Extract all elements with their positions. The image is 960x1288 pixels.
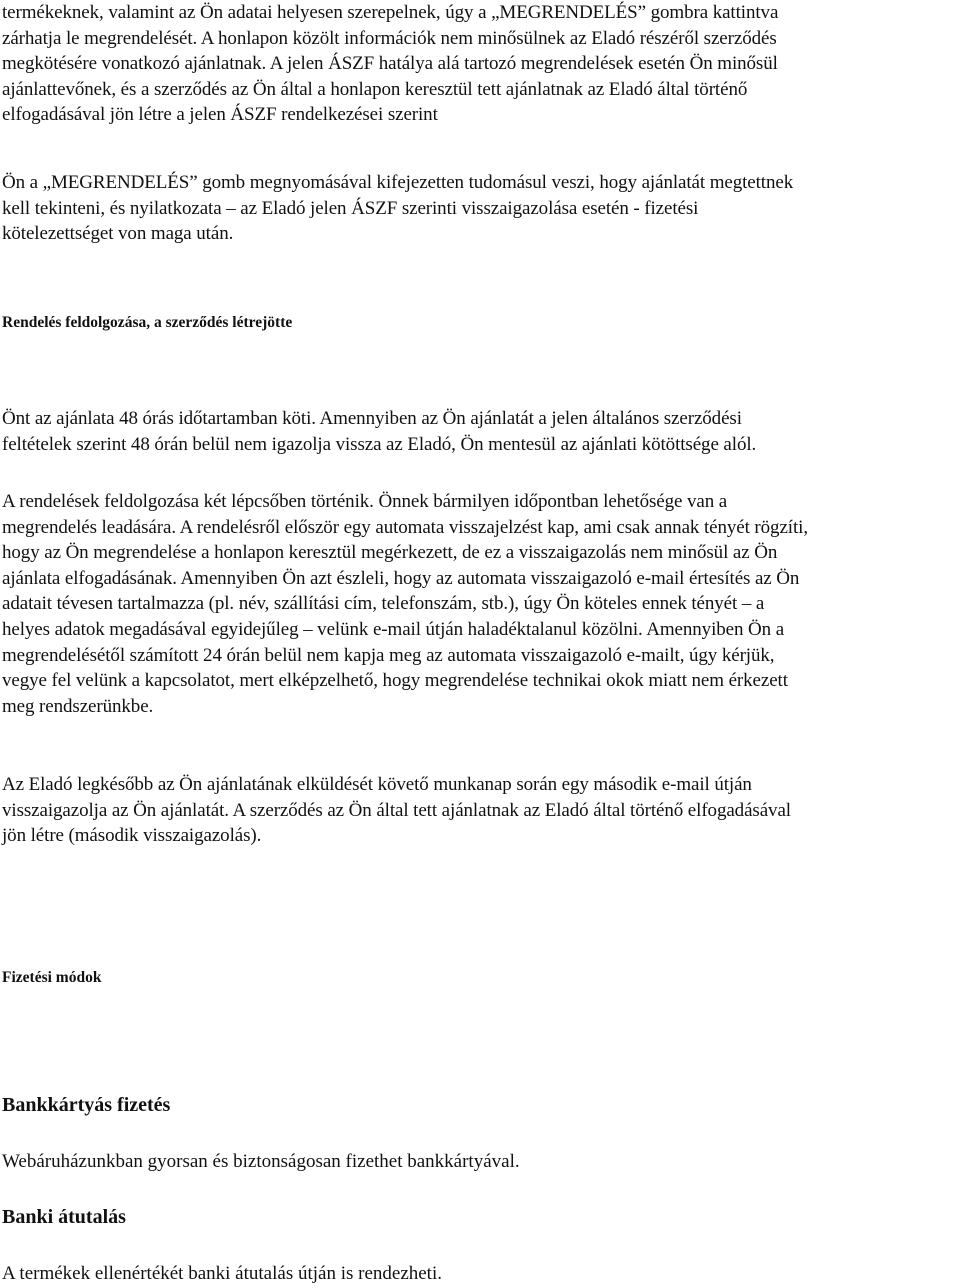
section-heading-payment: Fizetési módok	[2, 969, 102, 986]
text-line: kell tekinteni, és nyilatkozata – az Eladó jelen ÁSZF szerinti visszaigazolása esetén - fizetési	[2, 197, 699, 219]
order-button-paragraph	[2, 170, 954, 247]
text-line: hogy az Ön megrendelése a honlapon keresztül megérkezett, de ez a visszaigazolás nem minősül az Ön	[2, 542, 778, 564]
text-line: feltételek szerint 48 órán belül nem igazolja vissza az Eladó, Ön mentesül az ajánlati kötöttsége alól.	[2, 433, 757, 455]
text-line: megrendelés leadására. A rendelésről először egy automata visszajelzést kap, ami csak annak tényét rögzíti,	[2, 516, 808, 538]
text-line: Ön a „MEGRENDELÉS” gomb megnyomásával kifejezetten tudomásul veszi, hogy ajánlatát megtettnek	[2, 172, 794, 193]
card-payment-heading: Bankkártyás fizetés	[2, 1094, 171, 1116]
text-line: megrendelésétől számított 24 órán belül nem kapja meg az automata visszaigazoló e-mailt, úgy kérjük,	[2, 644, 775, 666]
text-line: ajánlattevőnek, és a szerződés az Ön által a honlapon keresztül tett ajánlatnak az Eladó által történő	[2, 78, 748, 100]
text-line: elfogadásával jön létre a jelen ÁSZF rendelkezései szerint	[2, 104, 438, 126]
text-line: A rendelések feldolgozása két lépcsőben történik. Önnek bármilyen időpontban lehetősége van a	[2, 491, 728, 512]
section-heading-processing: Rendelés feldolgozása, a szerződés létrejötte	[2, 314, 293, 331]
text-line: ajánlata elfogadásának. Amennyiben Ön azt észleli, hogy az automata visszaigazoló e-mail értesítés az Ön	[2, 567, 800, 589]
text-line: visszaigazolja az Ön ajánlatát. A szerződés az Ön által tett ajánlatnak az Eladó által történő elfogadásával	[2, 799, 791, 821]
text-line: termékeknek, valamint az Ön adatai helyesen szerepelnek, úgy a „MEGRENDELÉS” gombra kattintva	[2, 2, 779, 23]
text-line: Az Eladó legkésőbb az Ön ajánlatának elküldését követő munkanap során egy második e-mail útján	[2, 774, 752, 795]
text-line: Önt az ajánlata 48 órás időtartamban köti. Amennyiben az Ön ajánlatát a jelen általános szerződési	[2, 408, 742, 429]
text-line: meg rendszerünkbe.	[2, 695, 154, 717]
text-line: megkötésére vonatkozó ajánlatnak. A jelen ÁSZF hatálya alá tartozó megrendelések esetén Ön minősül	[2, 53, 778, 75]
bank-transfer-heading: Banki átutalás	[2, 1206, 126, 1228]
text-line: adatait tévesen tartalmazza (pl. név, szállítási cím, telefonszám, stb.), úgy Ön köteles ennek tényét – a	[2, 593, 765, 615]
intro-paragraph	[2, 0, 954, 128]
processing-paragraph-3	[2, 772, 954, 849]
text-line: helyes adatok megadásával egyidejűleg – velünk e-mail útján haladéktalanul közölni. Amennyiben Ön a	[2, 618, 785, 640]
text-line: zárhatja le megrendelését. A honlapon közölt információk nem minősülnek az Eladó részéről szerződés	[2, 27, 777, 49]
processing-paragraph-1	[2, 406, 954, 457]
text-line: jön létre (második visszaigazolás).	[2, 825, 262, 847]
text-line: kötelezettséget von maga után.	[2, 223, 234, 245]
bank-transfer-text: A termékek ellenértékét banki átutalás útján is rendezheti.	[2, 1263, 442, 1284]
card-payment-text: Webáruházunkban gyorsan és biztonságosan fizethet bankkártyával.	[2, 1151, 520, 1172]
text-line: vegye fel velünk a kapcsolatot, mert elképzelhető, hogy megrendelése technikai okok miatt nem érkezett	[2, 670, 788, 692]
processing-paragraph-2	[2, 489, 954, 719]
